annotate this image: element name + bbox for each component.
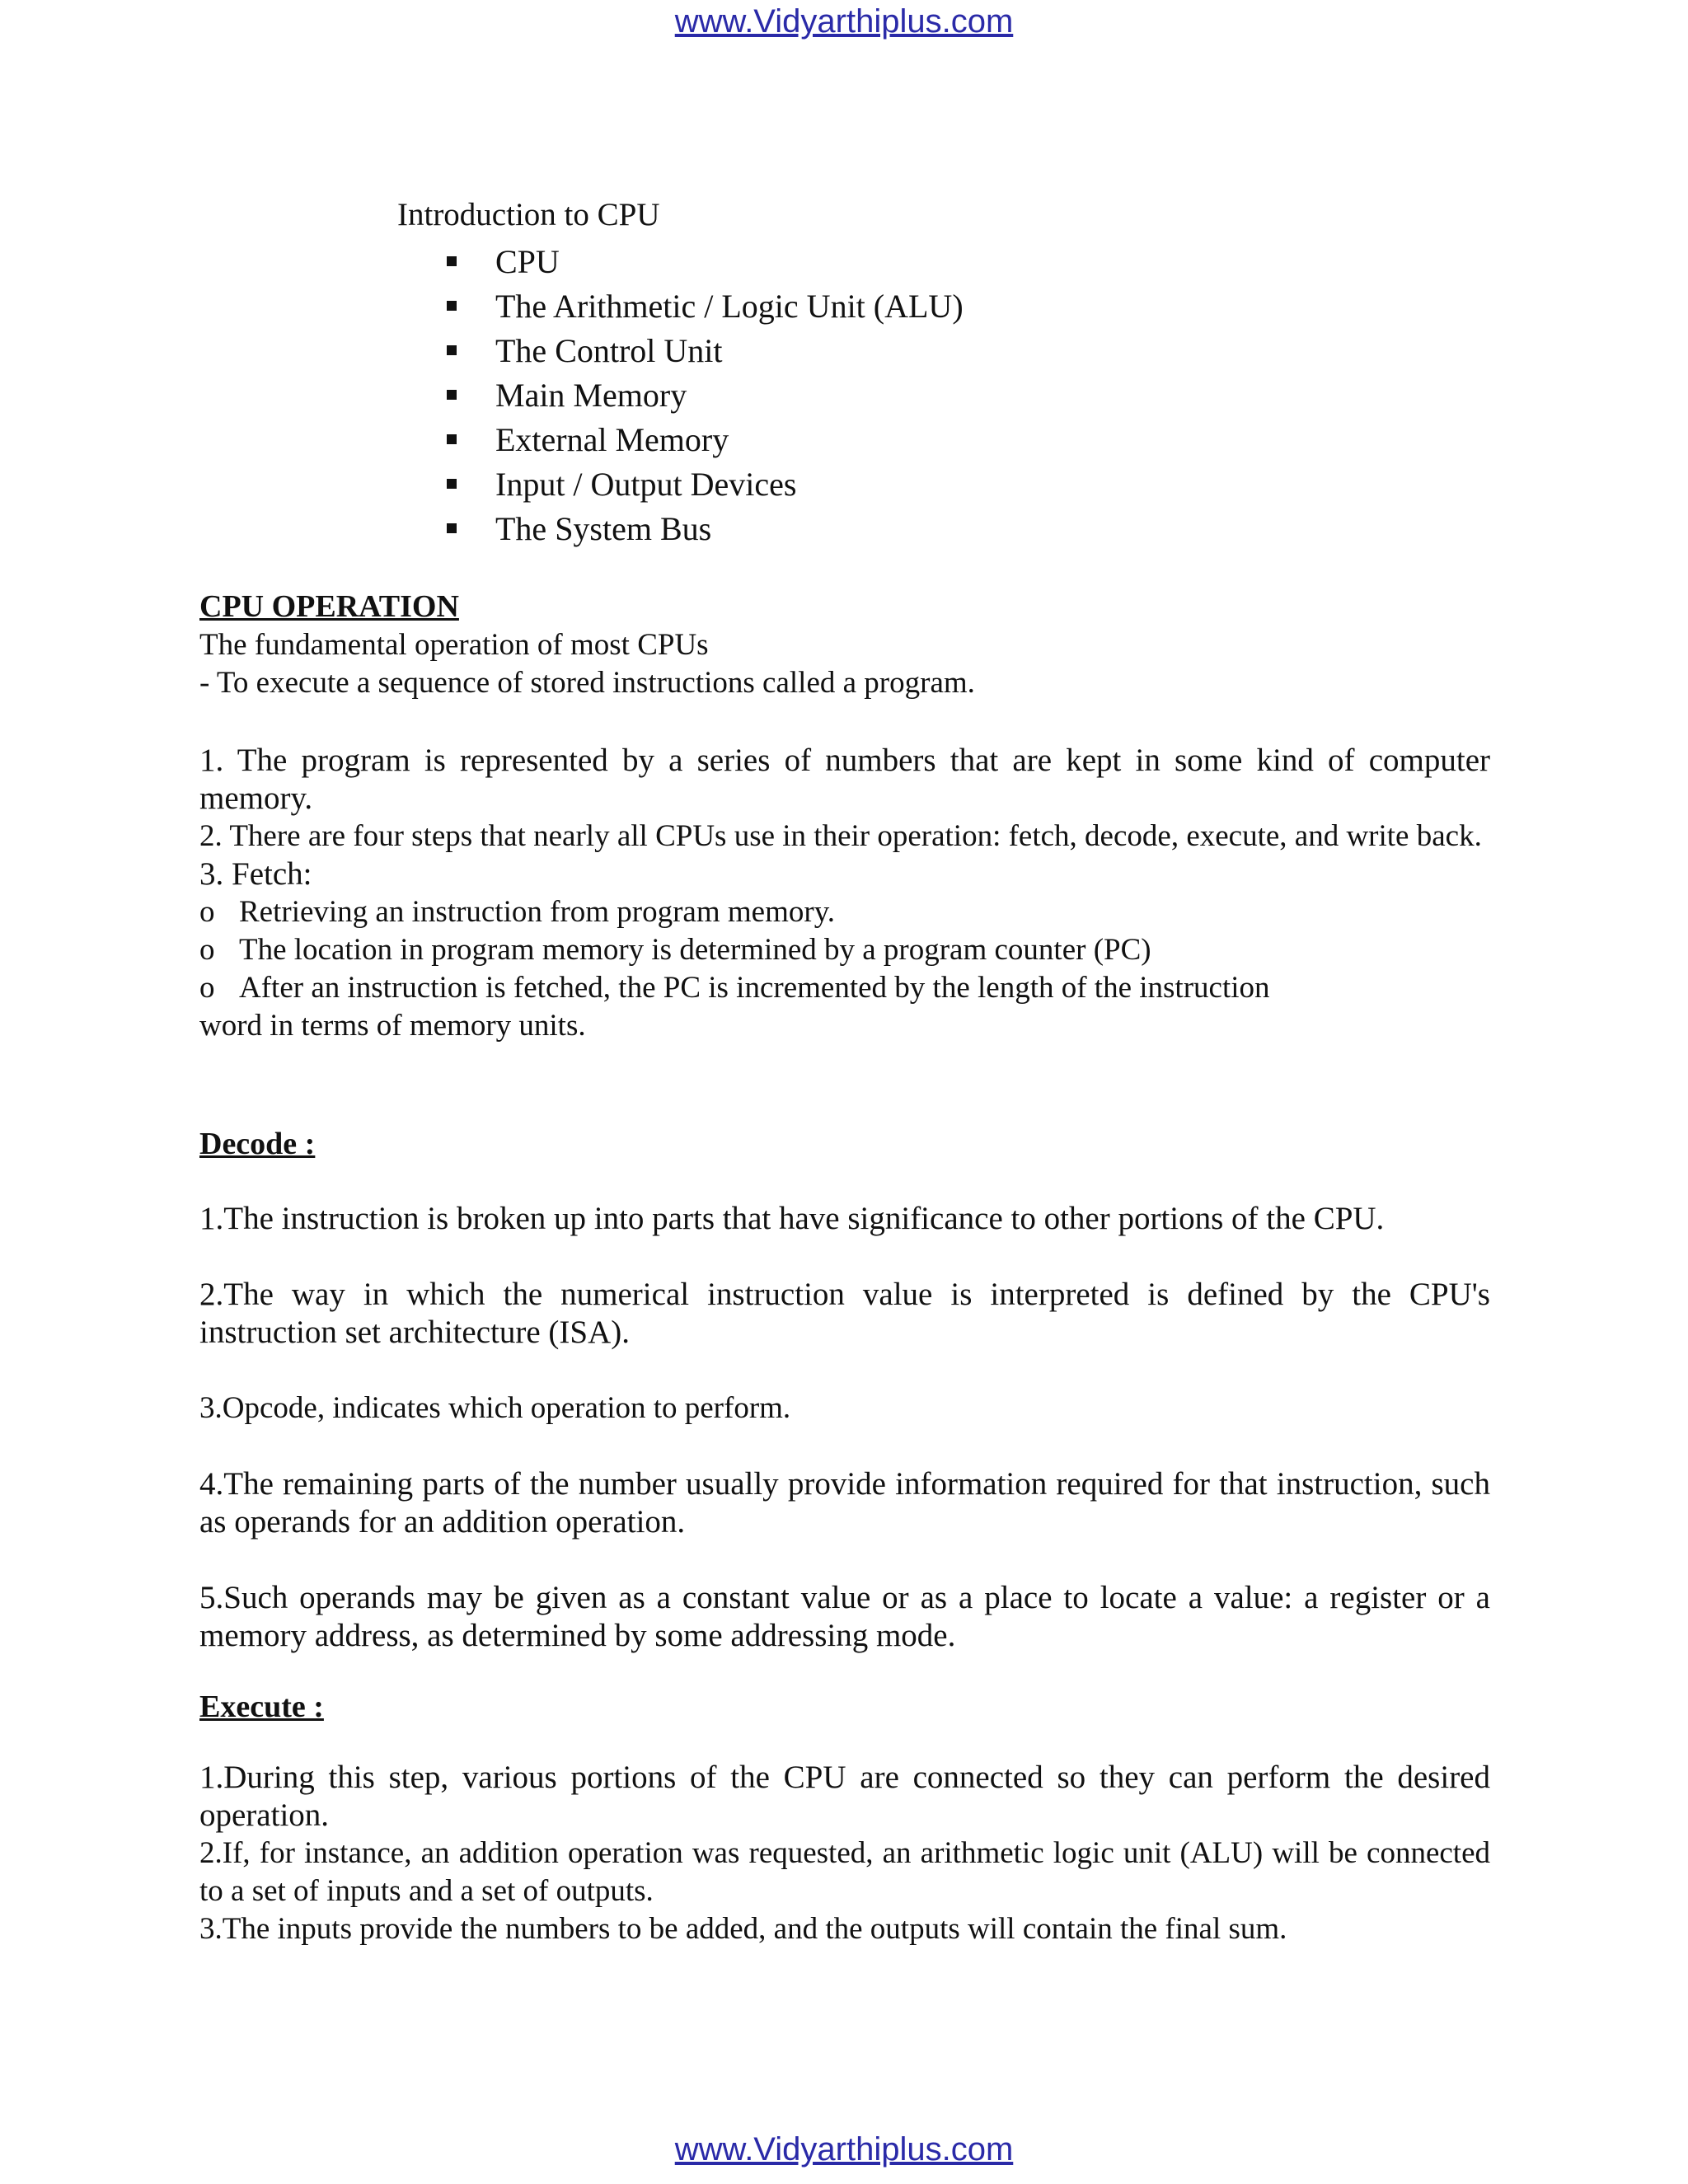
fetch-item bbox=[199, 969, 1490, 1007]
footer-site-link[interactable]: www.Vidyarthiplus.com bbox=[674, 2131, 1014, 2168]
square-bullet-icon bbox=[447, 523, 457, 533]
fetch-item-text: After an instruction is fetched, the PC is incremented by the length of the instruction bbox=[239, 971, 1270, 1005]
cpu-operation-intro bbox=[199, 626, 1490, 702]
execute-heading: Execute : bbox=[199, 1690, 324, 1724]
square-bullet-icon bbox=[447, 479, 457, 489]
toc-item-label: Input / Output Devices bbox=[495, 465, 797, 503]
square-bullet-icon bbox=[447, 256, 457, 266]
fetch-item-continuation: word in terms of memory units. bbox=[199, 1009, 586, 1043]
decode-item: 2.The way in which the numerical instruction value is interpreted is defined by the CPU's instruction set architecture (ISA). bbox=[199, 1277, 1490, 1350]
intro-line: The fundamental operation of most CPUs bbox=[199, 628, 709, 662]
fetch-item-text: The location in program memory is determined by a program counter (PC) bbox=[239, 933, 1151, 967]
intro-line: - To execute a sequence of stored instructions called a program. bbox=[199, 666, 975, 700]
toc-title: Introduction to CPU bbox=[397, 197, 660, 232]
decode-item: 3.Opcode, indicates which operation to perform. bbox=[199, 1391, 791, 1425]
list-item bbox=[447, 284, 1386, 328]
decode-heading: Decode : bbox=[199, 1127, 316, 1161]
execute-item: 2.If, for instance, an addition operation was requested, an arithmetic logic unit (ALU) will be connected to a set of inputs and a set of outputs. bbox=[199, 1836, 1490, 1908]
toc-section bbox=[397, 194, 1386, 551]
list-item bbox=[447, 373, 1386, 417]
decode-item: 5.Such operands may be given as a constant value or as a place to locate a value: a register or a memory address, as determined by some addressing mode. bbox=[199, 1580, 1490, 1653]
square-bullet-icon bbox=[447, 301, 457, 311]
square-bullet-icon bbox=[447, 390, 457, 400]
list-item bbox=[447, 328, 1386, 373]
list-item bbox=[447, 462, 1386, 506]
fetch-item bbox=[199, 931, 1490, 969]
o-bullet-icon: o bbox=[199, 895, 215, 929]
toc-list bbox=[447, 239, 1386, 551]
execute-item: 1.During this step, various portions of the CPU are connected so they can perform the desired operation. bbox=[199, 1760, 1490, 1833]
execute-items bbox=[199, 1759, 1490, 1948]
square-bullet-icon bbox=[447, 434, 457, 444]
toc-item-label: External Memory bbox=[495, 420, 729, 458]
toc-item-label: The Arithmetic / Logic Unit (ALU) bbox=[495, 287, 964, 325]
toc-item-label: Main Memory bbox=[495, 376, 687, 414]
decode-item: 1.The instruction is broken up into parts that have significance to other portions of the CPU. bbox=[199, 1201, 1385, 1236]
toc-item-label: CPU bbox=[495, 242, 560, 280]
execute-item: 3.The inputs provide the numbers to be added, and the outputs will contain the final sum. bbox=[199, 1912, 1287, 1946]
toc-item-label: The System Bus bbox=[495, 509, 712, 547]
header-site-link[interactable]: www.Vidyarthiplus.com bbox=[674, 3, 1014, 40]
toc-item-label: The Control Unit bbox=[495, 331, 723, 369]
square-bullet-icon bbox=[447, 345, 457, 355]
o-bullet-icon: o bbox=[199, 933, 215, 967]
numbered-point: 1. The program is represented by a series of numbers that are kept in some kind of computer memory. bbox=[199, 743, 1490, 816]
list-item bbox=[447, 506, 1386, 551]
numbered-point: 2. There are four steps that nearly all CPUs use in their operation: fetch, decode, execute, and write back. bbox=[199, 819, 1482, 853]
cpu-operation-points bbox=[199, 742, 1490, 1045]
numbered-point: 3. Fetch: bbox=[199, 856, 312, 892]
o-bullet-icon: o bbox=[199, 971, 215, 1005]
list-item bbox=[447, 417, 1386, 462]
fetch-item bbox=[199, 893, 1490, 931]
fetch-item-text: Retrieving an instruction from program memory. bbox=[239, 895, 836, 929]
decode-item: 4.The remaining parts of the number usually provide information required for that instruction, such as operands for an addition operation. bbox=[199, 1466, 1490, 1540]
cpu-operation-heading: CPU OPERATION bbox=[199, 589, 459, 624]
list-item bbox=[447, 239, 1386, 284]
